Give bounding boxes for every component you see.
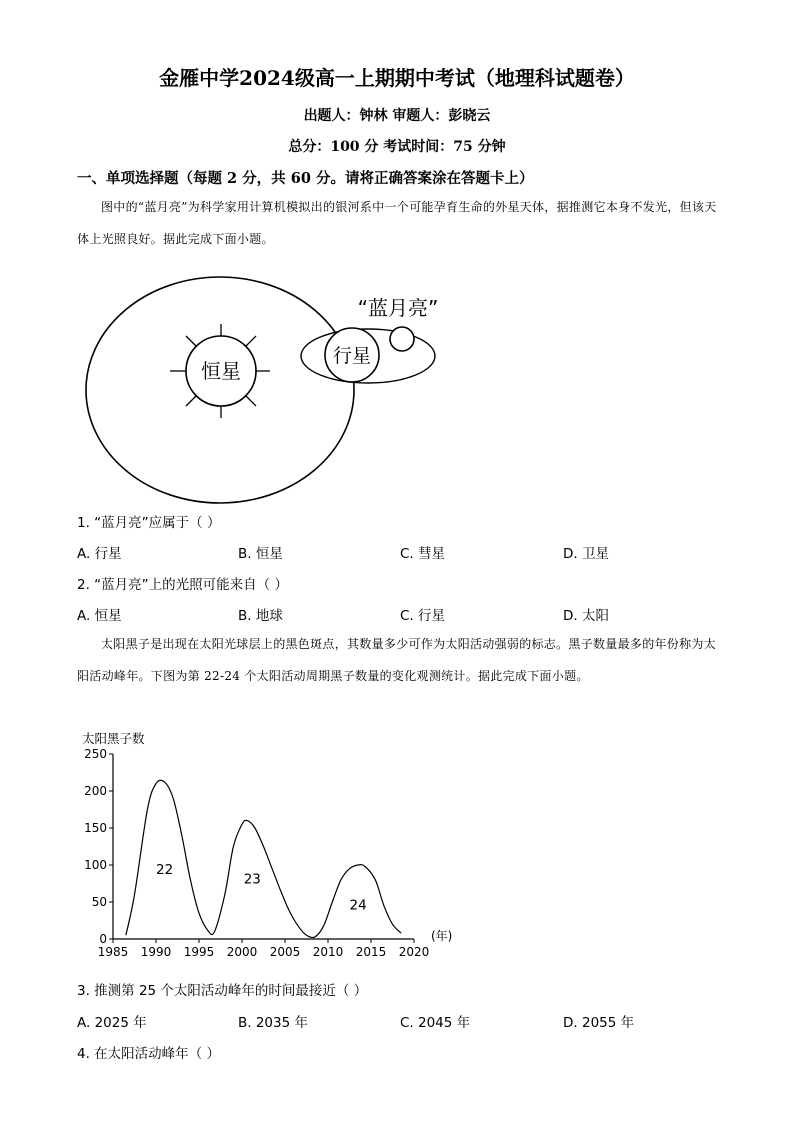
- orbit-diagram: [76, 270, 456, 516]
- y-tick-label: 250: [84, 747, 107, 761]
- planet-label: 行星: [332, 345, 372, 367]
- question-2-option-b[interactable]: B. 地球: [238, 608, 283, 624]
- y-tick-label: 0: [99, 932, 107, 946]
- question-2-option-a[interactable]: A. 恒星: [77, 608, 122, 624]
- question-3-option-d[interactable]: D. 2055 年: [563, 1015, 635, 1031]
- y-tick-label: 200: [84, 784, 107, 798]
- question-2-option-c[interactable]: C. 行星: [400, 608, 446, 624]
- exam-score-time: 总分：100 分 考试时间：75 分钟: [288, 139, 506, 155]
- x-tick-label: 2000: [226, 945, 258, 959]
- moon-icon: [390, 327, 414, 351]
- question-3-option-c[interactable]: C. 2045 年: [400, 1015, 471, 1031]
- y-tick-label: 150: [84, 821, 107, 835]
- question-3-option-b[interactable]: B. 2035 年: [238, 1015, 308, 1031]
- x-tick-label: 1995: [183, 945, 215, 959]
- exam-title: 金雁中学2024级高一上期期中考试（地理科试题卷）: [159, 66, 635, 90]
- y-tick-label: 100: [84, 858, 107, 872]
- x-tick-label: 1985: [97, 945, 129, 959]
- passage-2: 太阳黑子是出现在太阳光球层上的黑色斑点，其数量多少可作为太阳活动强弱的标志。黑子数量最多的年份称为太阳活动峰年。下图为第 22-24 个太阳活动周期黑子数量的变化观测统计。据此完成下面小题。: [77, 637, 717, 683]
- question-3-option-a[interactable]: A. 2025 年: [77, 1015, 147, 1031]
- question-1-option-b[interactable]: B. 恒星: [238, 546, 283, 562]
- x-tick-label: 2020: [398, 945, 430, 959]
- question-1-option-d[interactable]: D. 卫星: [563, 546, 609, 562]
- x-tick-label: 2015: [355, 945, 387, 959]
- moon-label: “蓝月亮”: [357, 296, 439, 320]
- x-tick-label: 2005: [269, 945, 301, 959]
- sunspot-chart: [76, 726, 466, 966]
- x-tick-label: 2010: [312, 945, 344, 959]
- passage-1: 图中的“蓝月亮”为科学家用计算机模拟出的银河系中一个可能孕育生命的外星天体，据推测它本身不发光，但该天体上光照良好。据此完成下面小题。: [77, 200, 717, 246]
- sunspot-series-line: [126, 780, 401, 937]
- question-1-option-a[interactable]: A. 行星: [77, 546, 122, 562]
- cycle-label-23: 23: [243, 871, 261, 888]
- question-1-option-c[interactable]: C. 彗星: [400, 546, 446, 562]
- cycle-label-22: 22: [156, 861, 174, 878]
- y-tick-label: 50: [91, 895, 107, 909]
- chart-ylabel: 太阳黑子数: [82, 731, 145, 746]
- exam-authors: 出题人：钟林 审题人：彭晓云: [303, 108, 491, 124]
- question-2-stem: 2. “蓝月亮”上的光照可能来自（ ）: [77, 577, 288, 593]
- question-4-stem: 4. 在太阳活动峰年（ ）: [77, 1046, 220, 1062]
- cycle-label-24: 24: [349, 897, 367, 914]
- x-tick-label: 1990: [140, 945, 172, 959]
- question-3-stem: 3. 推测第 25 个太阳活动峰年的时间最接近（ ）: [77, 983, 368, 999]
- star-label: 恒星: [201, 359, 241, 383]
- section-heading: 一、单项选择题（每题 2 分，共 60 分。请将正确答案涂在答题卡上）: [77, 170, 534, 187]
- question-1-stem: 1. “蓝月亮”应属于（ ）: [77, 515, 221, 531]
- chart-xlabel: (年): [431, 929, 453, 943]
- question-2-option-d[interactable]: D. 太阳: [563, 608, 609, 624]
